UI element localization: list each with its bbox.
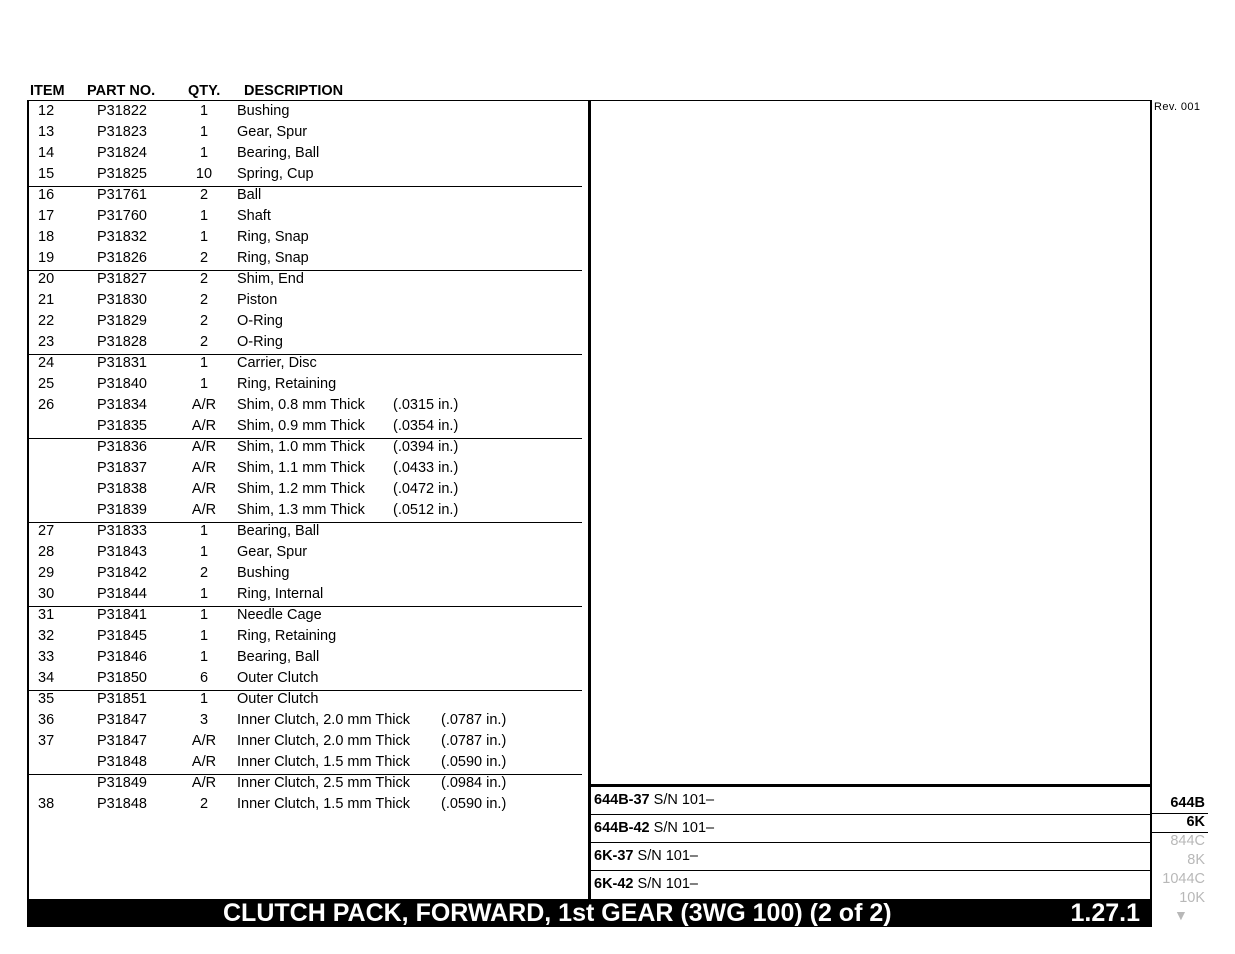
item-number: 34 — [38, 670, 55, 686]
description: Ball — [237, 187, 262, 203]
inch-equivalent: (.0472 in.) — [393, 481, 459, 497]
item-number: 32 — [38, 628, 55, 644]
inch-equivalent: (.0512 in.) — [393, 502, 459, 518]
serial-divider — [591, 870, 1150, 871]
part-number: P31847 — [97, 733, 147, 749]
model-label: 6K — [1186, 814, 1205, 830]
table-row — [29, 374, 588, 395]
quantity: 1 — [199, 124, 209, 140]
serial-range: S/N 101– — [653, 792, 715, 808]
part-number: P31840 — [97, 376, 147, 392]
table-row — [29, 101, 588, 122]
item-number: 37 — [38, 733, 55, 749]
description: Shim, End — [237, 271, 304, 287]
item-number: 38 — [38, 796, 55, 812]
part-number: P31835 — [97, 418, 147, 434]
table-row — [29, 794, 588, 815]
serial-panel-border — [591, 784, 1150, 787]
quantity: 6 — [199, 670, 209, 686]
item-number: 29 — [38, 565, 55, 581]
part-number: P31760 — [97, 208, 147, 224]
item-number: 13 — [38, 124, 55, 140]
table-row — [29, 269, 588, 290]
description: Ring, Retaining — [237, 628, 337, 644]
inch-equivalent: (.0354 in.) — [393, 418, 459, 434]
header-item: ITEM — [30, 83, 65, 99]
serial-divider — [591, 814, 1150, 815]
quantity: 2 — [199, 565, 209, 581]
item-number: 28 — [38, 544, 55, 560]
part-number: P31830 — [97, 292, 147, 308]
table-row — [29, 458, 588, 479]
inch-equivalent: (.0590 in.) — [441, 796, 507, 812]
table-row — [29, 605, 588, 626]
table-row — [29, 689, 588, 710]
model-label: 10K — [1179, 890, 1205, 906]
quantity: 1 — [199, 103, 209, 119]
part-number: P31845 — [97, 628, 147, 644]
quantity: 1 — [199, 229, 209, 245]
part-number: P31844 — [97, 586, 147, 602]
quantity: 1 — [199, 208, 209, 224]
quantity: 2 — [199, 313, 209, 329]
table-row — [29, 185, 588, 206]
quantity: A/R — [191, 418, 217, 434]
table-row — [29, 332, 588, 353]
part-number: P31836 — [97, 439, 147, 455]
part-number: P31843 — [97, 544, 147, 560]
quantity: 1 — [199, 544, 209, 560]
group-divider — [29, 270, 582, 271]
part-number: P31829 — [97, 313, 147, 329]
description: Inner Clutch, 2.0 mm Thick — [237, 712, 410, 728]
table-row — [29, 290, 588, 311]
part-number: P31827 — [97, 271, 147, 287]
quantity: A/R — [191, 775, 217, 791]
item-number: 24 — [38, 355, 55, 371]
description: Gear, Spur — [237, 124, 308, 140]
quantity: 2 — [199, 250, 209, 266]
table-row — [29, 521, 588, 542]
item-number: 20 — [38, 271, 55, 287]
inch-equivalent: (.0315 in.) — [393, 397, 459, 413]
description: Shim, 1.3 mm Thick — [237, 502, 365, 518]
serial-entry — [594, 791, 714, 809]
title-bar — [27, 899, 1152, 927]
part-number: P31834 — [97, 397, 147, 413]
table-row — [29, 122, 588, 143]
item-number: 17 — [38, 208, 55, 224]
part-number: P31826 — [97, 250, 147, 266]
table-row — [29, 773, 588, 794]
model-divider — [1152, 832, 1208, 833]
down-triangle-icon: ▼ — [1174, 907, 1188, 923]
inch-equivalent: (.0433 in.) — [393, 460, 459, 476]
table-row — [29, 563, 588, 584]
table-row — [29, 710, 588, 731]
description: Ring, Snap — [237, 229, 309, 245]
item-number: 31 — [38, 607, 55, 623]
quantity: 1 — [199, 355, 209, 371]
part-number: P31761 — [97, 187, 147, 203]
group-divider — [29, 606, 582, 607]
quantity: 1 — [199, 523, 209, 539]
description: O-Ring — [237, 334, 283, 350]
quantity: 2 — [199, 271, 209, 287]
quantity: A/R — [191, 439, 217, 455]
table-row — [29, 731, 588, 752]
part-number: P31838 — [97, 481, 147, 497]
quantity: 10 — [195, 166, 213, 182]
part-number: P31846 — [97, 649, 147, 665]
quantity: 1 — [199, 607, 209, 623]
description: Shaft — [237, 208, 271, 224]
serial-entry — [594, 875, 698, 893]
table-row — [29, 416, 588, 437]
item-number: 35 — [38, 691, 55, 707]
description: Inner Clutch, 2.0 mm Thick — [237, 733, 410, 749]
quantity: A/R — [191, 397, 217, 413]
part-number: P31851 — [97, 691, 147, 707]
description: Inner Clutch, 2.5 mm Thick — [237, 775, 410, 791]
table-row — [29, 500, 588, 521]
description: Shim, 1.2 mm Thick — [237, 481, 365, 497]
part-number: P31832 — [97, 229, 147, 245]
item-number: 12 — [38, 103, 55, 119]
model-label: 1044C — [1162, 871, 1205, 887]
section-number: 1.27.1 — [1070, 899, 1140, 927]
table-row — [29, 395, 588, 416]
description: Gear, Spur — [237, 544, 308, 560]
quantity: A/R — [191, 460, 217, 476]
group-divider — [29, 186, 582, 187]
table-row — [29, 584, 588, 605]
description: Inner Clutch, 1.5 mm Thick — [237, 754, 410, 770]
serial-divider — [591, 842, 1150, 843]
part-number: P31822 — [97, 103, 147, 119]
item-number: 15 — [38, 166, 55, 182]
table-row — [29, 752, 588, 773]
part-number: P31831 — [97, 355, 147, 371]
table-row — [29, 668, 588, 689]
quantity: 2 — [199, 292, 209, 308]
description: Shim, 0.8 mm Thick — [237, 397, 365, 413]
quantity: 1 — [199, 145, 209, 161]
description: Bearing, Ball — [237, 649, 320, 665]
description: Piston — [237, 292, 278, 308]
item-number: 22 — [38, 313, 55, 329]
quantity: A/R — [191, 502, 217, 518]
item-number: 21 — [38, 292, 55, 308]
part-number: P31828 — [97, 334, 147, 350]
description: Bearing, Ball — [237, 523, 320, 539]
serial-model: 644B-37 — [594, 792, 650, 808]
quantity: A/R — [191, 754, 217, 770]
part-number: P31825 — [97, 166, 147, 182]
table-row — [29, 143, 588, 164]
description: O-Ring — [237, 313, 283, 329]
item-number: 18 — [38, 229, 55, 245]
description: Bushing — [237, 565, 290, 581]
serial-entry — [594, 819, 714, 837]
part-number: P31847 — [97, 712, 147, 728]
table-row — [29, 437, 588, 458]
item-number: 16 — [38, 187, 55, 203]
table-row — [29, 164, 588, 185]
table-row — [29, 542, 588, 563]
description: Outer Clutch — [237, 670, 319, 686]
quantity: 2 — [199, 796, 209, 812]
header-description: DESCRIPTION — [244, 83, 344, 99]
serial-model: 644B-42 — [594, 820, 650, 836]
description: Needle Cage — [237, 607, 322, 623]
quantity: 2 — [199, 334, 209, 350]
table-row — [29, 248, 588, 269]
serial-model: 6K-42 — [594, 876, 634, 892]
part-number: P31824 — [97, 145, 147, 161]
page-title: CLUTCH PACK, FORWARD, 1st GEAR (3WG 100) (2 of 2) — [223, 899, 892, 927]
table-row — [29, 626, 588, 647]
part-number: P31848 — [97, 796, 147, 812]
inch-equivalent: (.0787 in.) — [441, 733, 507, 749]
table-row — [29, 227, 588, 248]
quantity: 1 — [199, 628, 209, 644]
description: Spring, Cup — [237, 166, 314, 182]
item-number: 19 — [38, 250, 55, 266]
table-row — [29, 647, 588, 668]
quantity: 1 — [199, 376, 209, 392]
group-divider — [29, 522, 582, 523]
model-label: 844C — [1170, 833, 1205, 849]
quantity: A/R — [191, 733, 217, 749]
part-number: P31849 — [97, 775, 147, 791]
item-number: 27 — [38, 523, 55, 539]
item-number: 14 — [38, 145, 55, 161]
table-row — [29, 353, 588, 374]
header-part-no: PART NO. — [87, 83, 156, 99]
item-number: 33 — [38, 649, 55, 665]
part-number: P31837 — [97, 460, 147, 476]
model-label: 644B — [1170, 795, 1205, 811]
description: Inner Clutch, 1.5 mm Thick — [237, 796, 410, 812]
quantity: 1 — [199, 586, 209, 602]
group-divider — [29, 690, 582, 691]
quantity: 3 — [199, 712, 209, 728]
description: Bearing, Ball — [237, 145, 320, 161]
serial-range: S/N 101– — [637, 848, 698, 864]
description: Ring, Snap — [237, 250, 309, 266]
inch-equivalent: (.0394 in.) — [393, 439, 459, 455]
quantity: 2 — [199, 187, 209, 203]
description: Outer Clutch — [237, 691, 319, 707]
item-number: 23 — [38, 334, 55, 350]
part-number: P31848 — [97, 754, 147, 770]
description: Shim, 1.0 mm Thick — [237, 439, 365, 455]
description: Ring, Retaining — [237, 376, 337, 392]
header-qty: QTY. — [188, 83, 221, 99]
description: Carrier, Disc — [237, 355, 317, 371]
revision-label: Rev. 001 — [1154, 101, 1201, 113]
part-number: P31842 — [97, 565, 147, 581]
part-number: P31841 — [97, 607, 147, 623]
item-number: 26 — [38, 397, 55, 413]
quantity: 1 — [199, 691, 209, 707]
description: Shim, 0.9 mm Thick — [237, 418, 365, 434]
serial-range: S/N 101– — [637, 876, 698, 892]
serial-range: S/N 101– — [653, 820, 715, 836]
item-number: 30 — [38, 586, 55, 602]
group-divider — [29, 354, 582, 355]
serial-model: 6K-37 — [594, 848, 634, 864]
item-number: 25 — [38, 376, 55, 392]
item-number: 36 — [38, 712, 55, 728]
inch-equivalent: (.0787 in.) — [441, 712, 507, 728]
inch-equivalent: (.0590 in.) — [441, 754, 507, 770]
inch-equivalent: (.0984 in.) — [441, 775, 507, 791]
part-number: P31850 — [97, 670, 147, 686]
column-divider — [588, 100, 591, 899]
table-row — [29, 206, 588, 227]
table-row — [29, 479, 588, 500]
table-row — [29, 311, 588, 332]
part-number: P31823 — [97, 124, 147, 140]
quantity: 1 — [199, 649, 209, 665]
model-label: 8K — [1187, 852, 1205, 868]
serial-entry — [594, 847, 698, 865]
model-divider — [1152, 813, 1208, 814]
description: Bushing — [237, 103, 290, 119]
column-headers — [0, 82, 600, 100]
part-number: P31833 — [97, 523, 147, 539]
group-divider — [29, 438, 582, 439]
description: Shim, 1.1 mm Thick — [237, 460, 365, 476]
quantity: A/R — [191, 481, 217, 497]
description: Ring, Internal — [237, 586, 324, 602]
group-divider — [29, 774, 582, 775]
part-number: P31839 — [97, 502, 147, 518]
